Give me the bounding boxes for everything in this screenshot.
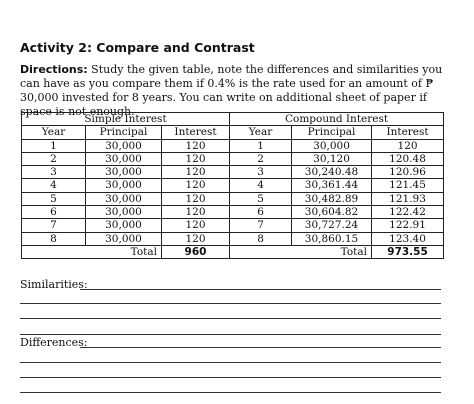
compound-year-cell: 7 [230, 219, 292, 232]
similarities-label: Similarities: [20, 278, 88, 291]
simple-principal-cell: 30,000 [86, 206, 162, 219]
similarities-answer-line[interactable] [20, 303, 441, 304]
simple-principal-cell: 30,000 [86, 166, 162, 179]
simple-interest-cell: 120 [162, 139, 230, 152]
simple-interest-cell: 120 [162, 232, 230, 245]
activity-title: Activity 2: Compare and Contrast [20, 40, 255, 55]
simple-year-cell: 5 [22, 192, 86, 205]
table-row [22, 206, 444, 219]
compound-interest-cell: 122.42 [372, 206, 444, 219]
table-group-header-row [22, 113, 444, 126]
compound-year-cell: 4 [230, 179, 292, 192]
table-row [22, 166, 444, 179]
compound-total-label: Total [292, 245, 372, 258]
directions-label: Directions: [20, 63, 88, 76]
compound-principal-cell: 30,240.48 [292, 166, 372, 179]
simple-interest-cell: 120 [162, 206, 230, 219]
compound-principal-cell: 30,860.15 [292, 232, 372, 245]
simple-interest-cell: 120 [162, 152, 230, 165]
compound-principal-cell: 30,361.44 [292, 179, 372, 192]
simple-year-cell: 7 [22, 219, 86, 232]
compound-principal-cell: 30,727.24 [292, 219, 372, 232]
compound-year-cell: 6 [230, 206, 292, 219]
column-header: Principal [292, 126, 372, 139]
column-header: Interest [372, 126, 444, 139]
compound-year-cell: 3 [230, 166, 292, 179]
compound-principal-cell: 30,604.82 [292, 206, 372, 219]
directions-paragraph [20, 63, 460, 119]
simple-total-value: 960 [162, 245, 230, 258]
simple-principal-cell: 30,000 [86, 179, 162, 192]
simple-year-cell: 4 [22, 179, 86, 192]
simple-interest-cell: 120 [162, 192, 230, 205]
column-header: Principal [86, 126, 162, 139]
compound-interest-cell: 120.48 [372, 152, 444, 165]
similarities-answer-line[interactable] [80, 289, 441, 290]
column-header: Year [22, 126, 86, 139]
interest-comparison-table [21, 112, 444, 259]
simple-principal-cell: 30,000 [86, 192, 162, 205]
simple-year-cell: 8 [22, 232, 86, 245]
compound-principal-cell: 30,120 [292, 152, 372, 165]
empty-cell [22, 245, 86, 258]
compound-principal-cell: 30,000 [292, 139, 372, 152]
table-column-header-row [22, 126, 444, 139]
simple-interest-cell: 120 [162, 166, 230, 179]
table-row [22, 139, 444, 152]
simple-interest-cell: 120 [162, 219, 230, 232]
simple-year-cell: 3 [22, 166, 86, 179]
differences-answer-line[interactable] [20, 377, 441, 378]
table-total-row [22, 245, 444, 258]
table-body [22, 139, 444, 245]
simple-year-cell: 2 [22, 152, 86, 165]
compound-year-cell: 5 [230, 192, 292, 205]
table-row [22, 192, 444, 205]
simple-principal-cell: 30,000 [86, 152, 162, 165]
compound-year-cell: 1 [230, 139, 292, 152]
similarities-answer-line[interactable] [20, 318, 441, 319]
table-row [22, 232, 444, 245]
differences-answer-line[interactable] [20, 362, 441, 363]
compound-interest-header: Compound Interest [230, 113, 444, 126]
directions-text: Study the given table, note the differences and similarities you can have as you compare them if 0.4% is the rate used for an amount of ₱ 30,000 invested for 8 years. You can write on additional sheet of paper if space is not enough. [20, 63, 443, 118]
compound-interest-cell: 120.96 [372, 166, 444, 179]
compound-year-cell: 8 [230, 232, 292, 245]
compound-principal-cell: 30,482.89 [292, 192, 372, 205]
simple-interest-cell: 120 [162, 179, 230, 192]
compound-year-cell: 2 [230, 152, 292, 165]
simple-year-cell: 6 [22, 206, 86, 219]
compound-interest-cell: 122.91 [372, 219, 444, 232]
compound-total-value: 973.55 [372, 245, 444, 258]
differences-label: Differences: [20, 336, 88, 349]
empty-cell [230, 245, 292, 258]
table-row [22, 179, 444, 192]
column-header: Interest [162, 126, 230, 139]
table-row [22, 219, 444, 232]
compound-interest-cell: 121.93 [372, 192, 444, 205]
compound-interest-cell: 120 [372, 139, 444, 152]
simple-interest-header: Simple Interest [22, 113, 230, 126]
table-row [22, 152, 444, 165]
simple-principal-cell: 30,000 [86, 219, 162, 232]
column-header: Year [230, 126, 292, 139]
simple-principal-cell: 30,000 [86, 139, 162, 152]
simple-year-cell: 1 [22, 139, 86, 152]
differences-answer-line[interactable] [20, 392, 441, 393]
differences-answer-line[interactable] [80, 347, 441, 348]
compound-interest-cell: 123.40 [372, 232, 444, 245]
compound-interest-cell: 121.45 [372, 179, 444, 192]
simple-total-label: Total [86, 245, 162, 258]
simple-principal-cell: 30,000 [86, 232, 162, 245]
similarities-answer-line[interactable] [20, 334, 441, 335]
